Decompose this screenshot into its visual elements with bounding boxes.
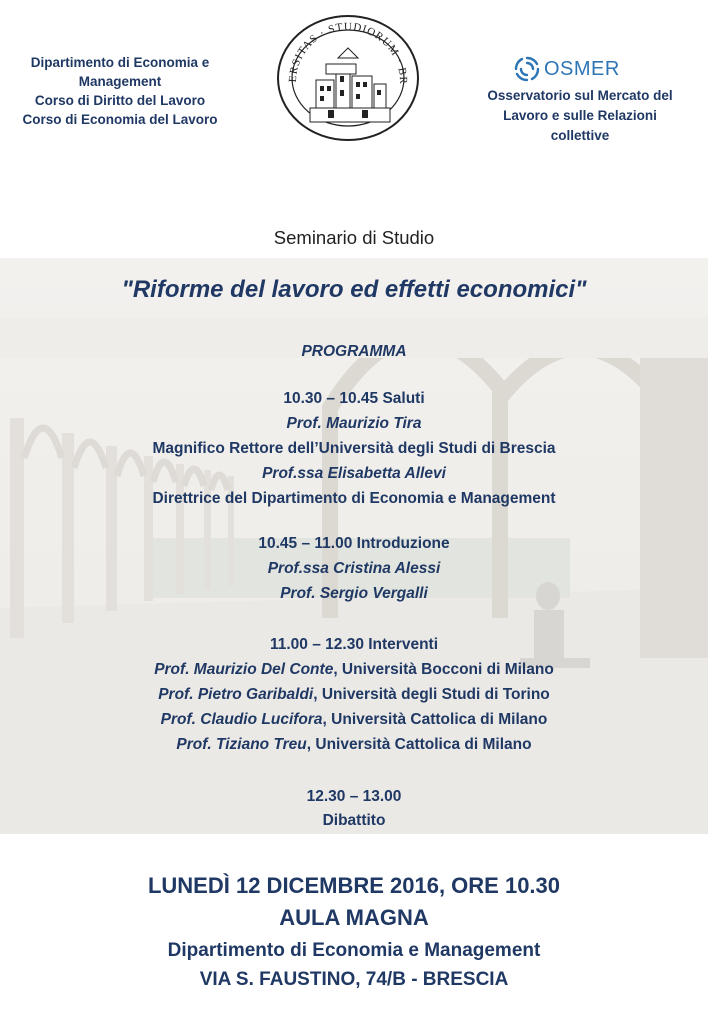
slot2-time: 10.45 – 11.00 Introduzione — [258, 535, 450, 552]
slot3-speaker-3 — [0, 711, 708, 729]
seminar-label: Seminario di Studio — [273, 227, 435, 248]
slot1-speaker1-name: Prof. Maurizio Tira — [286, 415, 422, 432]
osmer-logo — [512, 54, 620, 84]
slot2-speaker1-name: Prof.ssa Cristina Alessi — [267, 560, 441, 577]
slot4-label: Dibattito — [322, 812, 386, 829]
osmer-line-1: Osservatorio sul Mercato del — [487, 88, 673, 103]
department-header — [0, 53, 240, 129]
slot3-speaker-2 — [0, 686, 708, 704]
event-room: AULA MAGNA — [279, 905, 429, 930]
speaker-name: Prof. Claudio Lucifora — [160, 711, 323, 728]
osmer-line-2: Lavoro e sulle Relazioni — [503, 108, 657, 123]
speaker-name: Prof. Tiziano Treu — [176, 736, 307, 753]
department-line-1: Dipartimento di Economia e — [30, 55, 210, 70]
speaker-affiliation: , Università Cattolica di Milano — [322, 711, 548, 728]
course-diritto-line: Corso di Diritto del Lavoro — [34, 93, 206, 108]
slot1-speaker1-role: Magnifico Rettore dell’Università degli Studi di Brescia — [152, 440, 556, 457]
osmer-description — [462, 86, 698, 146]
speaker-affiliation: , Università Cattolica di Milano — [306, 736, 532, 753]
university-seal-logo — [268, 10, 428, 142]
event-department: Dipartimento di Economia e Management — [167, 940, 541, 961]
course-economia-line: Corso di Economia del Lavoro — [22, 112, 218, 127]
event-date: LUNEDÌ 12 DICEMBRE 2016, ORE 10.30 — [147, 873, 561, 898]
speaker-affiliation: , Università degli Studi di Torino — [313, 686, 550, 703]
osmer-swirl-icon — [512, 54, 542, 84]
slot3-speaker-4 — [0, 736, 708, 754]
osmer-line-3: collettive — [550, 128, 610, 143]
speaker-name: Prof. Maurizio Del Conte — [154, 661, 334, 678]
speaker-affiliation: , Università Bocconi di Milano — [333, 661, 554, 678]
department-line-2: Management — [78, 74, 162, 89]
seal-text: ERSITAS · STUDIORUM · BR — [286, 20, 410, 85]
speaker-name: Prof. Pietro Garibaldi — [158, 686, 314, 703]
event-address: VIA S. FAUSTINO, 74/B - BRESCIA — [199, 969, 509, 990]
slot3-speaker-1 — [0, 661, 708, 679]
programma-heading: PROGRAMMA — [301, 343, 407, 360]
slot1-speaker2-role: Direttrice del Dipartimento di Economia e Management — [152, 490, 556, 507]
seminar-title: "Riforme del lavoro ed effetti economici" — [121, 276, 587, 303]
slot1-time: 10.30 – 10.45 Saluti — [283, 390, 425, 407]
slot3-time: 11.00 – 12.30 Interventi — [269, 636, 439, 653]
slot1-speaker2-name: Prof.ssa Elisabetta Allevi — [262, 465, 446, 482]
osmer-name: OSMER — [544, 57, 620, 80]
slot2-speaker2-name: Prof. Sergio Vergalli — [280, 585, 428, 602]
slot4-time: 12.30 – 13.00 — [306, 788, 402, 805]
